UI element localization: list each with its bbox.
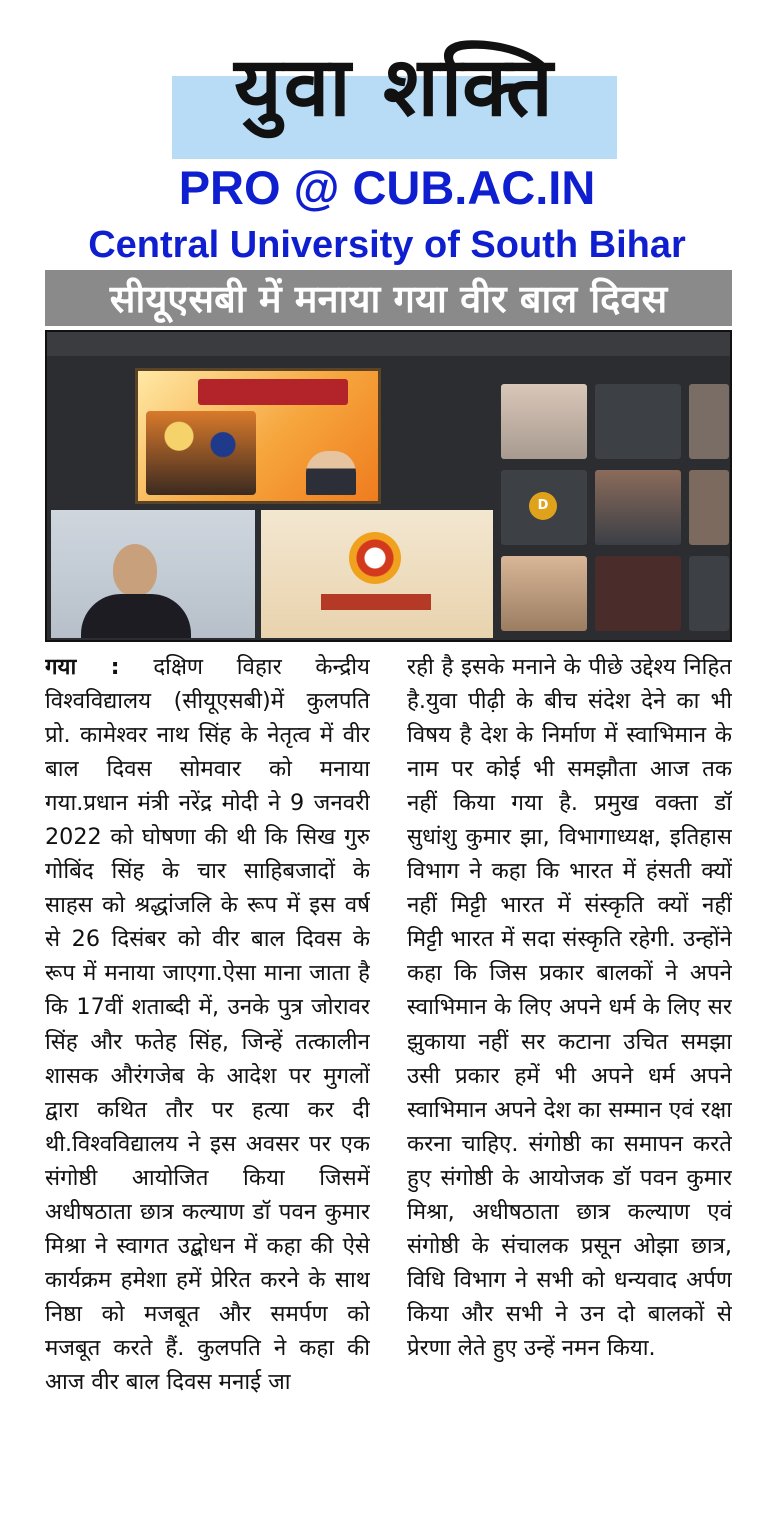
poster-person <box>306 451 356 495</box>
article-text-left: दक्षिण विहार केन्द्रीय विश्वविद्यालय (सीयूएसबी)में कुलपति प्रो. कामेश्वर नाथ सिंह के नेतृत्व में वीर बाल दिवस सोमवार को मनाया गया.प्रधान मंत्री नरेंद्र मोदी ने 9 जनवरी 2022 को घोषणा की थी कि सिख गुरु गोबिंद सिंह के चार साहिबजादों के साहस को श्रद्धांजलि के रूप में इस वर्ष से 26 दिसंबर को वीर बाल दिवस के रूप में मनाया जाएगा.ऐसा माना जाता है कि 17वीं शताब्दी में, उनके पुत्र जोरावर सिंह और फतेह सिंह, जिन्हें तत्कालीन शासक औरंगजेब के आदेश पर मुगलों द्वारा कथित तौर पर हत्या कर दी थी.विश्वविद्यालय ने इस अवसर पर एक संगोष्ठी आयोजित किया जिसमें अधीषठाता छात्र कल्याण डॉ पवन कुमार मिश्रा ने स्वागत उद्बोधन में कहा की ऐसे कार्यक्रम हमेशा हमें प्रेरित करने के साथ निष्ठा को मजबूत और समर्पण को मजबूत करते हैं. कुलपति ने कहा की आज वीर बाल दिवस मनाई जा <box>45 654 370 1395</box>
speaker-video <box>51 510 255 638</box>
participant-tile <box>595 556 681 631</box>
participant-tile <box>689 470 729 545</box>
news-photo <box>45 330 732 642</box>
pro-email: PRO @ CUB.AC.IN <box>178 161 596 214</box>
participant-avatar: D <box>529 492 557 520</box>
university-name: Central University of South Bihar <box>88 224 686 266</box>
stage-plate <box>321 594 431 610</box>
university-emblem <box>349 532 401 584</box>
participant-tile <box>595 384 681 459</box>
masthead-title: युवा शक्ति <box>234 39 555 135</box>
poster-banner <box>198 379 348 405</box>
article-column-left <box>45 650 370 1530</box>
article-text-right: रही है इसके मनाने के पीछे उद्देश्य निहित है.युवा पीढ़ी के बीच संदेश देने का भी विषय है देश के निर्माण में स्वाभिमान के नाम पर कोई भी समझौता आज तक नहीं किया गया है. प्रमुख वक्ता डॉ सुधांशु कुमार झा, विभागाध्यक्ष, इतिहास विभाग ने कहा कि भारत में हंसती क्यों नहीं मिट्टी भारत में संस्कृति क्यों नहीं मिट्टी भारत में सदा संस्कृति रहेगी. उन्होंने कहा कि जिस प्रकार बालकों ने अपने स्वाभिमान के लिए अपने धर्म के लिए सर झुकाया नहीं सर कटाना उचित समझा उसी प्रकार हमें भी अपने धर्म अपने स्वाभिमान अपने देश का सम्मान एवं रक्षा करना चाहिए. संगोष्ठी का समापन करते हुए संगोष्ठी के आयोजक डॉ पवन कुमार मिश्रा, अधीषठाता छात्र कल्याण एवं संगोष्ठी के संचालक प्रसून ओझा छात्र, विधि विभाग ने सभी को धन्यवाद अर्पण किया और सभी ने उन दो बालकों से प्रेरणा लेते हुए उन्हें नमन किया. <box>407 654 732 1361</box>
event-poster <box>135 368 381 504</box>
article-headline: सीयूएसबी में मनाया गया वीर बाल दिवस <box>45 270 732 326</box>
speaker-head <box>113 544 157 596</box>
masthead <box>172 16 617 159</box>
speaker-body <box>81 594 191 638</box>
participant-tile <box>595 470 681 545</box>
participant-tile <box>501 470 587 545</box>
participant-tile <box>501 556 587 631</box>
participant-tile <box>501 384 587 459</box>
conference-topbar <box>47 332 730 356</box>
participant-tile <box>689 384 729 459</box>
article-column-right <box>407 650 732 1530</box>
participant-tile <box>689 556 729 631</box>
poster-artwork <box>146 411 256 495</box>
stage-video <box>261 510 493 638</box>
dateline: गया : <box>45 654 120 680</box>
